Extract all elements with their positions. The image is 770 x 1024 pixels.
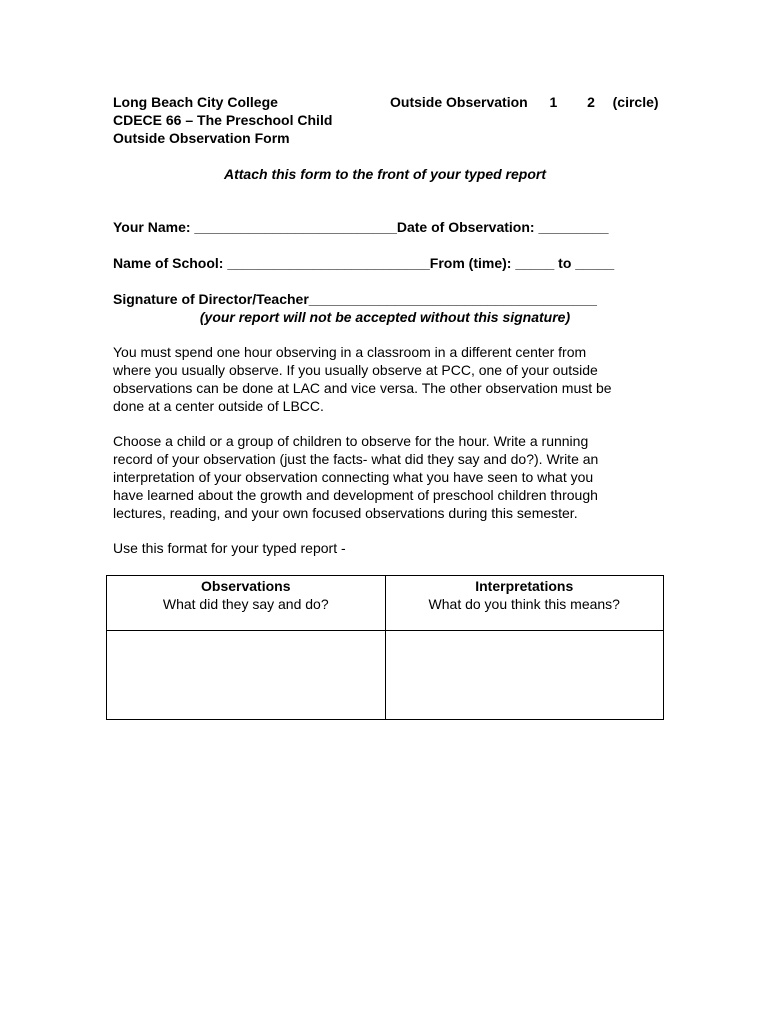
signature-note: (your report will not be accepted without this signature) <box>199 309 571 325</box>
interpretations-entry-cell[interactable] <box>385 631 664 720</box>
paragraph-1-line: You must spend one hour observing in a classroom in a different center from <box>113 344 587 360</box>
paragraph-2-line: interpretation of your observation connecting what you have seen to what you <box>113 469 594 485</box>
college-name: Long Beach City College <box>113 94 278 110</box>
name-date-field[interactable]: Your Name: __________________________Date of Observation: _________ <box>113 219 609 235</box>
observation-option-2[interactable]: 2 <box>587 94 595 110</box>
paragraph-2 <box>113 432 661 522</box>
interpretations-subtitle: What do you think this means? <box>428 596 620 612</box>
report-format-table <box>106 575 664 720</box>
circle-note: (circle) <box>612 94 659 110</box>
school-time-field[interactable]: Name of School: __________________________From (time): _____ to _____ <box>113 255 615 271</box>
paragraph-2-line: record of your observation (just the facts- what did they say and do?). Write an <box>113 451 599 467</box>
table-header-row <box>107 576 664 631</box>
signature-field[interactable]: Signature of Director/Teacher_____________________________________ <box>113 291 597 307</box>
paragraph-1 <box>113 343 661 415</box>
observations-entry-cell[interactable] <box>107 631 386 720</box>
paragraph-2-line: lectures, reading, and your own focused observations during this semester. <box>113 505 578 521</box>
header-right <box>390 93 659 111</box>
paragraph-2-line: Choose a child or a group of children to observe for the hour. Write a running <box>113 433 589 449</box>
paragraph-1-line: where you usually observe. If you usually observe at PCC, one of your outside <box>113 362 598 378</box>
paragraph-1-line: done at a center outside of LBCC. <box>113 398 324 414</box>
header-left <box>113 93 332 147</box>
observations-header-cell <box>107 576 386 631</box>
observations-subtitle: What did they say and do? <box>162 596 329 612</box>
interpretations-title: Interpretations <box>475 578 574 594</box>
paragraph-2-line: have learned about the growth and development of preschool children through <box>113 487 598 503</box>
observation-option-1[interactable]: 1 <box>549 94 558 110</box>
table-body-row <box>107 631 664 720</box>
format-instruction: Use this format for your typed report - <box>113 540 346 556</box>
observation-label: Outside Observation <box>390 94 528 110</box>
form-title: Outside Observation Form <box>113 130 290 146</box>
interpretations-header-cell <box>385 576 664 631</box>
observations-title: Observations <box>201 578 291 594</box>
attach-instruction: Attach this form to the front of your typed report <box>224 166 546 182</box>
paragraph-1-line: observations can be done at LAC and vice versa. The other observation must be <box>113 380 612 396</box>
course-name: CDECE 66 – The Preschool Child <box>113 112 333 128</box>
